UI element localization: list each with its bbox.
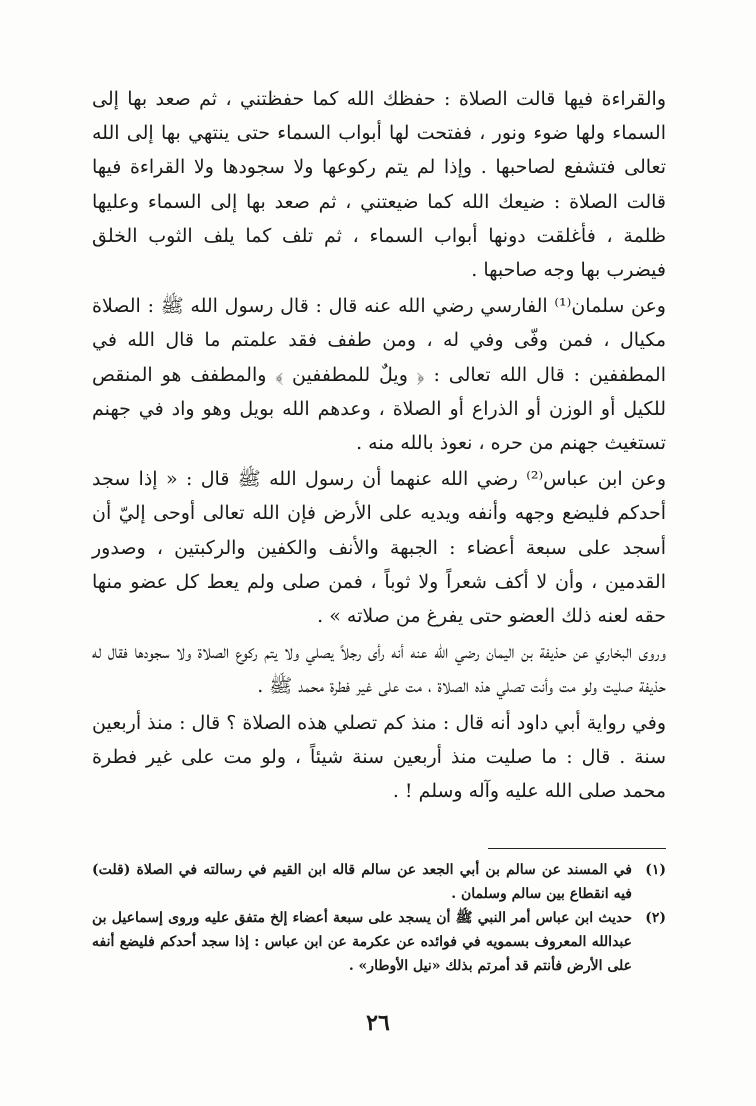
footnote-separator: [488, 848, 666, 849]
footnote-number: (١): [645, 862, 666, 878]
page-number: ٢٦: [366, 1010, 390, 1036]
footnote-number: (٢): [645, 910, 666, 926]
paragraph-1: والقراءة فيها قالت الصلاة : حفظك الله كما حفظتني ، ثم صعد بها إلى السماء ولها ضوء ونور ، ففتحت لها أبواب السماء حتى ينتهي بها إلى الله تعالى فتشفع لصاحبها . وإذا لم يتم ركوعها ولا سجودها ولا القراءة فيها قالت الصلاة : ضيعك الله كما ضيعتني ، ثم صعد بها إلى السماء وعليها ظلمة ، فأغلقت دونها أبواب السماء ، ثم تلف كما يلف الثوب الخلق فيضرب بها وجه صاحبها .: [92, 88, 666, 282]
footnote-text: في المسند عن سالم بن أبي الجعد عن سالم قاله ابن القيم في رسالته في الصلاة (قلت) فيه انقطاع بين سالم وسلمان .: [92, 862, 632, 902]
footnote-1: [92, 858, 666, 906]
paragraph-4: وروى البخاري عن حذيفة بن اليمان رضي الله عنه أنه رأى رجلاً يصلي ولا يتم ركوع الصلاة ولا سجودها فقال له حذيفة صليت ولو مت وأنت تصلي هذه الصلاة ، مت على غير فطرة محمد ﷺ .: [92, 641, 666, 698]
footnotes: [92, 858, 666, 978]
paragraph-2: وعن سلمان⁽¹⁾ الفارسي رضي الله عنه قال : قال رسول الله ﷺ : الصلاة مكيال ، فمن وفّى وفي له ، ومن طفف فقد علمتم ما قال الله في المطففين : قال الله تعالى : ﴿ ويلٌ للمطففين ﴾ والمطفف هو المنقص للكيل أو الوزن أو الذراع أو الصلاة ، وعدهم الله بويل وهو واد في جهنم تستغيث جهنم من حره ، نعوذ بالله منه .: [92, 295, 666, 455]
footnote-text: حديث ابن عباس أمر النبي ﷺ أن يسجد على سبعة أعضاء إلخ متفق عليه وروى إسماعيل بن عبدالله المعروف بسمويه في فوائده عن عكرمة عن ابن عباس : إذا سجد أحدكم فليضع أنفه على الأرض فأنتم قد أمرتم بذلك «نيل الأوطار» .: [92, 910, 632, 974]
paragraph-3: وعن ابن عباس⁽²⁾ رضي الله عنهما أن رسول الله ﷺ قال : « إذا سجد أحدكم فليضع وجهه وأنفه ويديه على الأرض فإن الله تعالى أوحى إليّ أن أسجد على سبعة أعضاء : الجبهة والأنف والكفين والركبتين ، وصدور القدمين ، وأن لا أكف شعراً ولا ثوباً ، فمن صلى ولم يعط كل عضو منها حقه لعنه ذلك العضو حتى يفرغ من صلاته » .: [92, 468, 666, 628]
main-text: [92, 82, 666, 808]
paragraph-5: وفي رواية أبي داود أنه قال : منذ كم تصلي هذه الصلاة ؟ قال : منذ أربعين سنة . قال : ما صليت منذ أربعين سنة شيئاً ، ولو مت على غير فطرة محمد صلى الله عليه وآله وسلم ! .: [92, 711, 666, 803]
footnote-2: [92, 906, 666, 978]
